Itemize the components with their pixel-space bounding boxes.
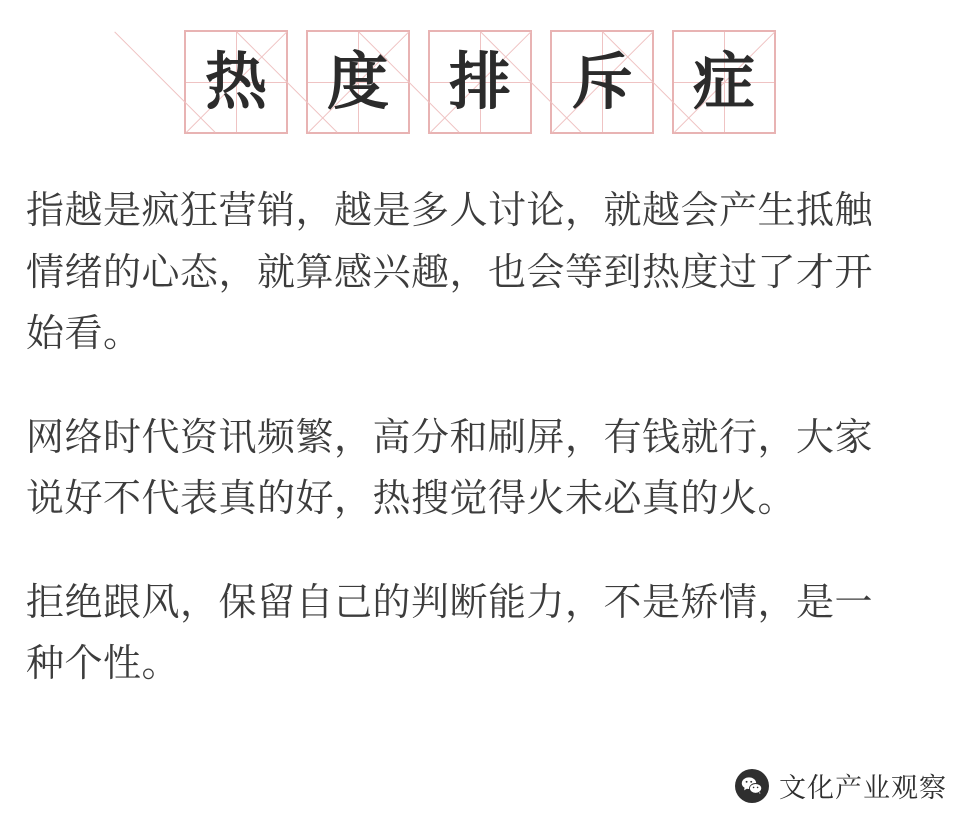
title-character: 度 [326,45,389,118]
title-character: 斥 [570,45,633,118]
article-body [0,134,969,695]
wechat-icon [735,769,769,803]
title-grid-row [0,0,969,134]
paragraph: 指越是疯狂营销，越是多人讨论，就越会产生抵触情绪的心态，就算感兴趣，也会等到热度过了才开始看。 [26,188,874,356]
title-character: 热 [204,45,267,118]
title-grid-cell [428,30,532,134]
title-grid-cell [672,30,776,134]
paragraph: 网络时代资讯频繁，高分和刷屏，有钱就行，大家说好不代表真的好，热搜觉得火未必真的火。 [26,414,874,521]
title-grid-cell [306,30,410,134]
title-grid-cell [550,30,654,134]
paragraph: 拒绝跟风，保留自己的判断能力，不是矫情，是一种个性。 [26,579,874,686]
title-grid-cell [184,30,288,134]
title-character: 症 [692,45,755,118]
account-badge [735,766,947,805]
title-character: 排 [448,45,511,118]
account-name: 文化产业观察 [779,773,947,804]
